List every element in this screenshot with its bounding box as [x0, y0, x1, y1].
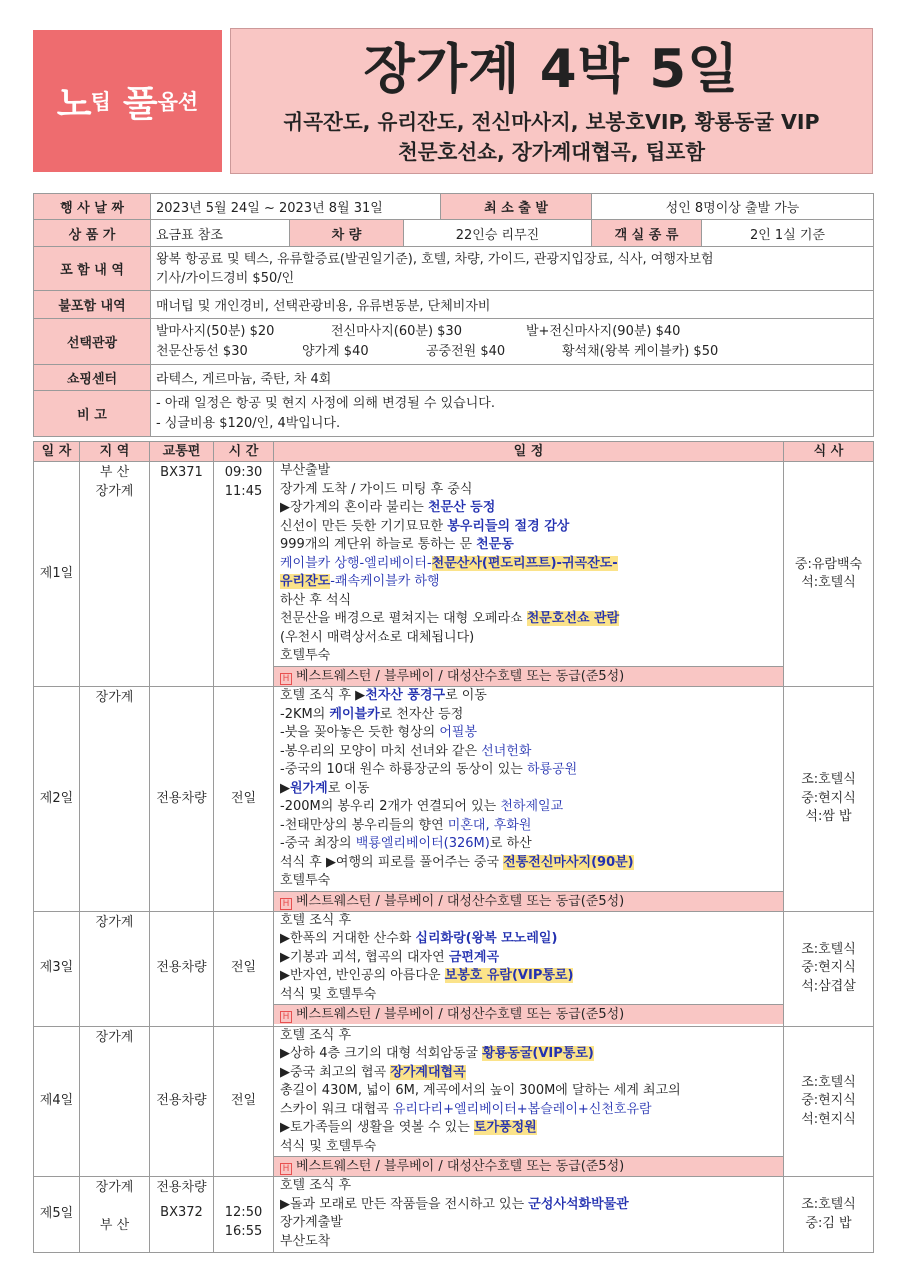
vehicle-label: 차 량: [290, 220, 404, 247]
col-header-region: 지 역: [80, 442, 150, 462]
highlight-place: 유리잔도: [280, 574, 331, 589]
meal: 중:현지식: [801, 960, 856, 976]
inclusions-line: 기사/가이드경비 $50/인: [156, 270, 295, 286]
day-label: 제2일: [34, 687, 80, 912]
time: 12:50: [224, 1205, 263, 1220]
highlight-place: 천문산 등정: [427, 500, 496, 515]
no-tip-full-option-badge: [33, 30, 222, 172]
price-label: 상 품 가: [34, 220, 151, 247]
col-header-day: 일 자: [34, 442, 80, 462]
schedule-line: 신선이 만든 듯한 기기묘묘한 봉우리들의 절경 감상: [280, 518, 570, 534]
hotel-icon: H: [280, 1011, 292, 1023]
hotel-row: [274, 666, 783, 686]
hotel-icon: H: [280, 898, 292, 910]
schedule-line: 호텔투숙: [280, 873, 331, 888]
region: 장가계: [95, 483, 134, 499]
highlight-place: 천문호선쇼 관람: [526, 611, 620, 626]
meal: 조:호텔식: [801, 1197, 856, 1212]
room-type-value: 2인 1실 기준: [702, 220, 874, 247]
schedule-line: -천태만상의 봉우리들의 향연 미혼대, 후화원: [280, 817, 532, 833]
optional-tour: 천문산동선 $30: [156, 343, 248, 359]
time: 16:55: [224, 1223, 263, 1239]
transport: 전용차량: [150, 911, 214, 1026]
table-row: [34, 462, 874, 687]
hotel-row: [274, 891, 783, 911]
transport: 전용차량: [150, 687, 214, 912]
remarks-line: - 싱글비용 $120/인, 4박입니다.: [156, 415, 341, 431]
schedule-line: ▶반자연, 반인공의 아름다운 보봉호 유람(VIP통로): [280, 968, 574, 983]
schedule-line: -2KM의 케이블카로 천자산 등정: [280, 706, 464, 722]
optional-tour: 발마사지(50분) $20: [156, 323, 275, 339]
meal: 중:김 밥: [805, 1215, 852, 1231]
remarks-line: - 아래 일정은 항공 및 현지 사정에 의해 변경될 수 있습니다.: [156, 395, 495, 411]
schedule-line: 부산도착: [280, 1233, 331, 1249]
optional-tours-line: [156, 342, 868, 362]
schedule-line: 하산 후 석식: [280, 592, 352, 608]
transport: 전용차량: [156, 1180, 207, 1195]
region: 부 산: [99, 465, 130, 480]
time: 전일: [214, 911, 274, 1026]
schedule-line: 천문산을 배경으로 펼쳐지는 대형 오페라쇼 천문호선쇼 관람: [280, 611, 620, 626]
inclusions-label: 포 함 내 역: [34, 247, 151, 291]
region: 장가계: [95, 690, 134, 705]
region: 장가계: [95, 914, 134, 930]
region: 부 산: [99, 1217, 130, 1233]
highlight-place: 천문동: [476, 537, 514, 552]
subtitle-line: 천문호선쇼, 장가계대협곡, 팁포함: [397, 140, 706, 164]
title-box: [230, 28, 873, 174]
day-label: 제4일: [34, 1026, 80, 1177]
transport: 전용차량: [150, 1026, 214, 1177]
schedule-cell: [274, 1026, 784, 1177]
schedule-line: ▶한폭의 거대한 산수화 십리화랑(왕복 모노레일): [280, 931, 558, 946]
schedule-line: -봉우리의 모양이 마치 선녀와 같은 선녀헌화: [280, 743, 532, 759]
schedule-line: 석식 및 호텔투숙: [280, 1138, 377, 1154]
schedule-line: 호텔 조식 후: [280, 912, 352, 928]
table-row: [34, 1177, 874, 1253]
min-departure-label: 최 소 출 발: [441, 194, 592, 220]
highlight-place: 천문산사(편도리프트)-귀곡잔도-: [431, 555, 618, 571]
badge-text: 풀: [122, 83, 158, 125]
schedule-cell: [274, 687, 784, 912]
meal: 조:호텔식: [801, 772, 856, 787]
schedule-line: 호텔투숙: [280, 648, 331, 663]
meal: 석:호텔식: [801, 575, 856, 590]
vehicle-value: 22인승 리무진: [404, 220, 592, 247]
itinerary-table: [33, 441, 874, 1253]
table-row: [34, 687, 874, 912]
optional-tour: 양가계 $40: [302, 343, 369, 359]
schedule-line: 케이블카 상행-엘리베이터-천문산사(편도리프트)-귀곡잔도-: [280, 555, 618, 571]
period-label: 행 사 날 짜: [34, 194, 151, 220]
optional-tour: 황석채(왕복 케이블카) $50: [562, 343, 719, 359]
schedule-cell: [274, 1177, 784, 1253]
badge-text: 팁: [90, 90, 111, 114]
schedule-line: 999개의 계단위 하늘로 통하는 문 천문동: [280, 537, 514, 552]
schedule-line: ▶돌과 모래로 만든 작품들을 전시하고 있는 군성사석화박물관: [280, 1196, 629, 1212]
schedule-line: (우천시 매력상서쇼로 대체됩니다): [280, 629, 475, 645]
meal: 석:현지식: [801, 1111, 856, 1127]
hotel-row: [274, 1156, 783, 1176]
optional-tour: 전신마사지(60분) $30: [331, 323, 462, 339]
remarks-label: 비 고: [34, 391, 151, 437]
schedule-line: -200M의 봉우리 2개가 연결되어 있는 천하제일교: [280, 799, 564, 814]
meal: 석:쌈 밥: [805, 809, 852, 824]
schedule-line: -중국 최장의 백룡엘리베이터(326M)로 하산: [280, 836, 532, 851]
exclusions-label: 불포함 내역: [34, 291, 151, 319]
hotel-name: 베스트웨스턴 / 블루베이 / 대성산수호텔 또는 동급(준5성): [296, 1159, 625, 1174]
time: 전일: [214, 687, 274, 912]
schedule-line: 석식 후 ▶여행의 피로를 풀어주는 중국 전통전신마사지(90분): [280, 854, 634, 870]
col-header-meals: 식 사: [784, 442, 874, 462]
schedule-line: 스카이 워크 대협곡 유리다리+엘리베이터+봅슬레이+신천호유람: [280, 1101, 652, 1117]
meal: 중:유람백숙: [794, 556, 863, 572]
schedule-line: 유리잔도-쾌속케이블카 하행: [280, 574, 440, 589]
meal: 조:호텔식: [801, 941, 856, 957]
meal: 석:삼겹살: [801, 978, 856, 994]
subtitle-line: 귀곡잔도, 유리잔도, 전신마사지, 보봉호VIP, 황룡동굴 VIP: [283, 110, 820, 134]
schedule-line: ▶원가계로 이동: [280, 780, 370, 796]
schedule-line: ▶장가계의 혼이라 불리는 천문산 등정: [280, 500, 496, 515]
region: 장가계: [95, 1029, 134, 1045]
col-header-time: 시 간: [214, 442, 274, 462]
day-label: 제5일: [34, 1177, 80, 1253]
optional-tour: 공중전원 $40: [426, 343, 506, 359]
highlight-place: 봉우리들의 절경 감상: [447, 518, 570, 534]
meal: 조:호텔식: [801, 1074, 856, 1090]
region: 장가계: [95, 1180, 134, 1195]
shopping-value: 라텍스, 게르마늄, 죽탄, 차 4회: [151, 365, 874, 391]
room-type-label: 객 실 종 류: [592, 220, 702, 247]
schedule-line: ▶기봉과 괴석, 협곡의 대자연 금편계곡: [280, 949, 500, 965]
meal: 중:현지식: [801, 790, 856, 806]
time: 11:45: [224, 483, 263, 499]
inclusions-line: 왕복 항공료 및 텍스, 유류할증료(발권일기준), 호텔, 차량, 가이드, 관광지입장료, 식사, 여행자보험: [156, 251, 714, 267]
schedule-cell: [274, 462, 784, 687]
col-header-transport: 교통편: [150, 442, 214, 462]
schedule-line: 호텔 조식 후 ▶천자산 풍경구로 이동: [280, 688, 487, 703]
schedule-line: 석식 및 호텔투숙: [280, 986, 377, 1002]
schedule-line: 부산출발: [280, 463, 331, 478]
schedule-line: 장가계출발: [280, 1215, 343, 1230]
schedule-line: 호텔 조식 후: [280, 1178, 352, 1193]
schedule-line: 호텔 조식 후: [280, 1027, 352, 1043]
hotel-name: 베스트웨스턴 / 블루베이 / 대성산수호텔 또는 동급(준5성): [296, 893, 625, 909]
schedule-line: -붓을 꽂아놓은 듯한 형상의 어필봉: [280, 725, 478, 740]
badge-text: 옵션: [157, 90, 199, 114]
exclusions-value: 매너팁 및 개인경비, 선택관광비용, 유류변동분, 단체비자비: [151, 291, 874, 319]
shopping-label: 쇼핑센터: [34, 365, 151, 391]
time: 09:30: [224, 465, 263, 480]
transport: BX371: [150, 462, 214, 687]
min-departure-value: 성인 8명이상 출발 가능: [592, 194, 874, 220]
schedule-line: 장가계 도착 / 가이드 미팅 후 중식: [280, 481, 473, 497]
optional-tours-label: 선택관광: [34, 319, 151, 365]
meal: 중:현지식: [801, 1093, 856, 1108]
schedule-line: 총길이 430M, 넓이 6M, 계곡에서의 높이 300M에 달하는 세계 최고의: [280, 1083, 681, 1098]
period-value: 2023년 5월 24일 ~ 2023년 8월 31일: [151, 194, 441, 220]
table-row: [34, 1026, 874, 1177]
day-label: 제3일: [34, 911, 80, 1026]
schedule-line: -중국의 10대 원수 하룡장군의 동상이 있는 하룡공원: [280, 762, 578, 777]
badge-text: 노: [56, 83, 91, 125]
optional-tour: 발+전신마사지(90분) $40: [526, 323, 681, 339]
time: 전일: [214, 1026, 274, 1177]
hotel-icon: H: [280, 1163, 292, 1175]
transport: BX372: [160, 1204, 203, 1220]
page-title: 장가계 4박 5일: [363, 39, 740, 100]
hotel-row: [274, 1004, 783, 1024]
schedule-line: ▶상하 4층 크기의 대형 석회암동굴 황룡동굴(VIP통로): [280, 1046, 594, 1061]
price-value: 요금표 참조: [151, 220, 290, 247]
hotel-icon: H: [280, 673, 292, 685]
hotel-name: 베스트웨스턴 / 블루베이 / 대성산수호텔 또는 동급(준5성): [296, 668, 625, 684]
day-label: 제1일: [34, 462, 80, 687]
optional-tours-line: [156, 322, 868, 342]
schedule-cell: [274, 911, 784, 1026]
hotel-name: 베스트웨스턴 / 블루베이 / 대성산수호텔 또는 동급(준5성): [296, 1007, 625, 1022]
col-header-schedule: 일 정: [274, 442, 784, 462]
schedule-line: ▶중국 최고의 협곡 장가계대협곡: [280, 1064, 466, 1080]
table-row: [34, 911, 874, 1026]
product-info-table: [33, 193, 874, 437]
schedule-line: ▶토가족들의 생활을 엿볼 수 있는 토가풍정원: [280, 1120, 537, 1135]
